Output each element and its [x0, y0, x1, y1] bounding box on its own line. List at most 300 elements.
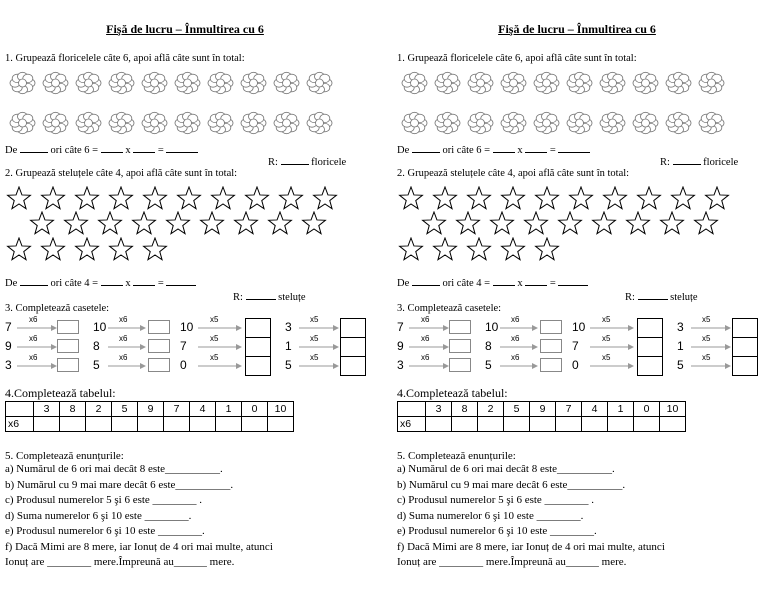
flower-icon	[40, 110, 71, 136]
flower-icon	[238, 70, 269, 96]
answer-blank[interactable]	[166, 143, 198, 153]
star-icon	[141, 237, 169, 261]
answer-blank[interactable]	[412, 276, 440, 286]
answer-box[interactable]	[449, 320, 471, 334]
table-answer-cell[interactable]	[660, 417, 686, 432]
answer-box[interactable]	[57, 320, 79, 334]
ex2-equation	[397, 276, 588, 290]
answer-blank[interactable]	[673, 155, 701, 165]
answer-unit: floricele	[703, 157, 739, 168]
flower-icon	[696, 110, 727, 136]
flower-icon	[399, 70, 430, 96]
arrow-right-icon	[691, 342, 731, 352]
star-icon	[311, 186, 339, 210]
star-icon	[164, 211, 192, 235]
flower-icon	[663, 110, 694, 136]
star-icon	[431, 186, 459, 210]
table-answer-row	[6, 417, 294, 432]
table-header-cell: 4	[582, 402, 608, 417]
op-start-number: 3	[285, 320, 292, 334]
star-icon	[28, 211, 56, 235]
arrow-right-icon	[198, 323, 242, 333]
flower-icon	[498, 70, 529, 96]
arrow-right-icon	[198, 342, 242, 352]
op-start-number: 1	[677, 339, 684, 353]
star-icon	[5, 237, 33, 261]
table-answer-cell[interactable]	[190, 417, 216, 432]
flower-icon	[564, 110, 595, 136]
arrow-right-icon	[108, 342, 146, 352]
ex1-equation	[397, 143, 590, 157]
op-start-number: 7	[572, 339, 579, 353]
op-label: x6	[29, 315, 38, 324]
answer-box[interactable]	[245, 337, 271, 357]
op-label: x6	[119, 334, 128, 343]
op-label: x6	[119, 315, 128, 324]
ex2-instruction: 2. Grupează steluțele câte 4, apoi află câte sunt în total:	[397, 168, 630, 179]
answer-box[interactable]	[340, 337, 366, 357]
arrow-right-icon	[590, 323, 634, 333]
op-label: x5	[310, 315, 319, 324]
op-label: x6	[421, 353, 430, 362]
answer-box[interactable]	[148, 358, 170, 372]
answer-box[interactable]	[449, 339, 471, 353]
table-answer-cell[interactable]	[60, 417, 86, 432]
star-icon	[556, 211, 584, 235]
answer-blank[interactable]	[101, 143, 123, 153]
table-answer-row	[398, 417, 686, 432]
op-row	[397, 334, 768, 355]
table-header-cell: 0	[242, 402, 268, 417]
table-header-cell: 9	[138, 402, 164, 417]
answer-box[interactable]	[540, 320, 562, 334]
ex4-instruction: 4.Completează tabelul:	[397, 386, 508, 400]
arrow-right-icon	[409, 323, 449, 333]
eq-x-text: x	[517, 278, 523, 289]
answer-box[interactable]	[340, 318, 366, 338]
op-start-number: 3	[397, 358, 404, 372]
star-row-3	[5, 237, 175, 261]
op-label: x6	[511, 334, 520, 343]
table-header-cell: 5	[504, 402, 530, 417]
table-header-cell: 7	[556, 402, 582, 417]
answer-blank[interactable]	[20, 143, 48, 153]
table-answer-cell[interactable]	[556, 417, 582, 432]
arrow-right-icon	[198, 361, 242, 371]
eq-de-text: De	[397, 278, 410, 289]
flower-icon	[399, 110, 430, 136]
flower-icon	[172, 110, 203, 136]
flower-icon	[271, 110, 302, 136]
star-icon	[107, 237, 135, 261]
answer-blank[interactable]	[493, 143, 515, 153]
eq-equals-text: =	[157, 278, 164, 289]
table-header-cell: 5	[112, 402, 138, 417]
answer-label: R:	[660, 157, 670, 168]
star-icon	[635, 186, 663, 210]
table-answer-cell[interactable]	[582, 417, 608, 432]
statement-line: e) Produsul numerelor 6 şi 10 este ________.	[397, 525, 597, 537]
answer-label: R:	[268, 157, 278, 168]
answer-box[interactable]	[732, 318, 758, 338]
star-icon	[669, 186, 697, 210]
answer-label: R:	[233, 292, 243, 303]
op-label: x6	[29, 334, 38, 343]
statement-line: c) Produsul numerelor 5 şi 6 este ________ .	[5, 494, 203, 506]
statement-line: c) Produsul numerelor 5 şi 6 este ________ .	[397, 494, 595, 506]
star-icon	[703, 186, 731, 210]
answer-blank[interactable]	[558, 276, 588, 286]
answer-blank[interactable]	[133, 143, 155, 153]
table-answer-cell[interactable]	[268, 417, 294, 432]
eq-equals-text: =	[549, 278, 556, 289]
star-row-2	[28, 211, 334, 235]
table-header-cell: 3	[34, 402, 60, 417]
eq-equals-text: =	[549, 145, 556, 156]
arrow-right-icon	[500, 323, 538, 333]
statement-line: Ionuț are ________ mere.Împreună au______ mere.	[397, 556, 627, 568]
answer-unit: steluțe	[278, 292, 306, 303]
star-icon	[692, 211, 720, 235]
table-header-cell: 3	[426, 402, 452, 417]
worksheet-title: Fişă de lucru – Înmultirea cu 6	[106, 22, 264, 36]
arrow-right-icon	[17, 323, 57, 333]
eq-de-text: De	[5, 145, 18, 156]
op-start-number: 7	[5, 320, 12, 334]
star-icon	[567, 186, 595, 210]
op-start-number: 3	[5, 358, 12, 372]
answer-blank[interactable]	[281, 155, 309, 165]
star-row-3	[397, 237, 567, 261]
table-row-label: x6	[398, 417, 426, 432]
table-header-cell: 7	[164, 402, 190, 417]
op-row	[5, 334, 380, 355]
ex5-instruction: 5. Completează enunțurile:	[397, 450, 516, 462]
table-answer-cell[interactable]	[112, 417, 138, 432]
table-header-cell: 8	[60, 402, 86, 417]
table-header-cell: 1	[216, 402, 242, 417]
answer-box[interactable]	[148, 320, 170, 334]
flower-icon	[40, 70, 71, 96]
table-answer-cell[interactable]	[478, 417, 504, 432]
flower-icon	[432, 110, 463, 136]
statement-line: d) Suma numerelor 6 şi 10 este ________.	[397, 509, 584, 522]
op-label: x5	[602, 315, 611, 324]
op-start-number: 10	[93, 320, 107, 334]
table-answer-cell[interactable]	[452, 417, 478, 432]
answer-box[interactable]	[540, 339, 562, 353]
op-label: x6	[119, 353, 128, 362]
answer-box[interactable]	[148, 339, 170, 353]
flower-icon	[139, 110, 170, 136]
star-icon	[300, 211, 328, 235]
table-answer-cell[interactable]	[138, 417, 164, 432]
table-answer-cell[interactable]	[86, 417, 112, 432]
flower-icon	[696, 70, 727, 96]
eq-ori-text: ori câte 6 =	[50, 145, 99, 156]
statement-line: f) Dacă Mimi are 8 mere, iar Ionuț de 4 ori mai multe, atunci	[5, 540, 273, 553]
flower-icon	[432, 70, 463, 96]
statement-line: b) Numărul cu 9 mai mare decât 6 este__________.	[5, 478, 234, 491]
op-label: x6	[511, 315, 520, 324]
star-icon	[243, 186, 271, 210]
op-start-number: 0	[572, 358, 579, 372]
answer-blank[interactable]	[638, 290, 668, 300]
op-start-number: 8	[93, 339, 100, 353]
op-start-number: 1	[285, 339, 292, 353]
answer-blank[interactable]	[166, 276, 196, 286]
table-answer-cell[interactable]	[634, 417, 660, 432]
arrow-right-icon	[299, 342, 339, 352]
ex1-equation	[5, 143, 198, 157]
op-row	[397, 353, 768, 374]
table-header-cell: 1	[608, 402, 634, 417]
op-label: x5	[210, 334, 219, 343]
flower-icon	[304, 110, 335, 136]
answer-blank[interactable]	[525, 143, 547, 153]
arrow-right-icon	[500, 342, 538, 352]
table-header-cell: 10	[660, 402, 686, 417]
answer-blank[interactable]	[525, 276, 547, 286]
op-row	[397, 315, 768, 336]
answer-blank[interactable]	[493, 276, 515, 286]
flower-row-1	[7, 70, 337, 96]
ex2-answer	[625, 290, 698, 304]
flower-icon	[630, 70, 661, 96]
flower-icon	[238, 110, 269, 136]
table-answer-cell[interactable]	[608, 417, 634, 432]
star-icon	[73, 237, 101, 261]
flower-icon	[498, 110, 529, 136]
op-label: x6	[421, 334, 430, 343]
answer-blank[interactable]	[246, 290, 276, 300]
flower-icon	[106, 70, 137, 96]
multiplication-table	[5, 401, 294, 432]
table-corner-cell	[398, 402, 426, 417]
arrow-right-icon	[108, 361, 146, 371]
star-icon	[397, 186, 425, 210]
star-icon	[175, 186, 203, 210]
star-icon	[39, 237, 67, 261]
star-icon	[488, 211, 516, 235]
star-icon	[397, 237, 425, 261]
star-icon	[96, 211, 124, 235]
ex1-answer	[268, 155, 346, 169]
op-label: x6	[29, 353, 38, 362]
answer-unit: floricele	[311, 157, 347, 168]
flower-icon	[205, 110, 236, 136]
op-start-number: 10	[485, 320, 499, 334]
answer-box[interactable]	[449, 358, 471, 372]
arrow-right-icon	[590, 342, 634, 352]
star-icon	[232, 211, 260, 235]
ex3-instruction: 3. Completează casetele:	[5, 303, 110, 314]
ex2-equation	[5, 276, 196, 290]
statement-line: b) Numărul cu 9 mai mare decât 6 este__________.	[397, 478, 626, 491]
arrow-right-icon	[691, 361, 731, 371]
answer-box[interactable]	[540, 358, 562, 372]
star-icon	[601, 186, 629, 210]
star-icon	[465, 237, 493, 261]
star-icon	[624, 211, 652, 235]
op-label: x5	[602, 334, 611, 343]
table-corner-cell	[6, 402, 34, 417]
table-header-cell: 8	[452, 402, 478, 417]
table-answer-cell[interactable]	[530, 417, 556, 432]
op-start-number: 10	[572, 320, 586, 334]
arrow-right-icon	[691, 323, 731, 333]
statement-line: e) Produsul numerelor 6 şi 10 este ________.	[5, 525, 205, 537]
star-icon	[420, 211, 448, 235]
answer-box[interactable]	[637, 318, 663, 338]
flower-icon	[663, 70, 694, 96]
op-label: x5	[702, 334, 711, 343]
op-start-number: 5	[677, 358, 684, 372]
answer-label: R:	[625, 292, 635, 303]
op-label: x6	[421, 315, 430, 324]
star-icon	[499, 237, 527, 261]
answer-box[interactable]	[245, 318, 271, 338]
op-label: x5	[702, 315, 711, 324]
ex1-instruction: 1. Grupează floricelele câte 6, apoi află câte sunt în total:	[5, 53, 245, 64]
op-row	[5, 315, 380, 336]
flower-icon	[73, 70, 104, 96]
flower-icon	[597, 110, 628, 136]
table-header-row	[398, 402, 686, 417]
op-label: x6	[511, 353, 520, 362]
star-row-1	[5, 186, 345, 210]
flower-icon	[531, 70, 562, 96]
statement-line: a) Numărul de 6 ori mai decât 8 este__________.	[397, 463, 615, 475]
answer-blank[interactable]	[558, 143, 590, 153]
statement-line: Ionuț are ________ mere.Împreună au______ mere.	[5, 556, 235, 568]
flower-icon	[630, 110, 661, 136]
ex1-answer	[660, 155, 738, 169]
ex1-instruction: 1. Grupează floricelele câte 6, apoi află câte sunt în total:	[397, 53, 637, 64]
answer-box[interactable]	[340, 356, 366, 376]
statement-line: a) Numărul de 6 ori mai decât 8 este__________.	[5, 463, 223, 475]
op-start-number: 7	[180, 339, 187, 353]
flower-icon	[172, 70, 203, 96]
multiplication-table	[397, 401, 686, 432]
arrow-right-icon	[409, 361, 449, 371]
star-icon	[130, 211, 158, 235]
flower-icon	[597, 70, 628, 96]
table-answer-cell[interactable]	[426, 417, 452, 432]
worksheet-copy-right	[392, 0, 768, 594]
arrow-right-icon	[108, 323, 146, 333]
op-start-number: 10	[180, 320, 194, 334]
eq-x-text: x	[125, 145, 131, 156]
answer-box[interactable]	[637, 356, 663, 376]
answer-box[interactable]	[732, 337, 758, 357]
op-label: x5	[210, 315, 219, 324]
answer-box[interactable]	[245, 356, 271, 376]
op-label: x5	[602, 353, 611, 362]
op-start-number: 9	[5, 339, 12, 353]
ex5-instruction: 5. Completează enunțurile:	[5, 450, 124, 462]
table-header-cell: 4	[190, 402, 216, 417]
answer-blank[interactable]	[412, 143, 440, 153]
op-label: x5	[210, 353, 219, 362]
eq-equals-text: =	[157, 145, 164, 156]
flower-icon	[7, 110, 38, 136]
worksheet-title: Fişă de lucru – Înmultirea cu 6	[498, 22, 656, 36]
star-icon	[465, 186, 493, 210]
answer-blank[interactable]	[20, 276, 48, 286]
table-header-cell: 10	[268, 402, 294, 417]
star-icon	[658, 211, 686, 235]
table-answer-cell[interactable]	[34, 417, 60, 432]
op-label: x5	[702, 353, 711, 362]
ex4-instruction: 4.Completează tabelul:	[5, 386, 116, 400]
op-start-number: 5	[285, 358, 292, 372]
star-row-1	[397, 186, 737, 210]
star-icon	[454, 211, 482, 235]
op-row	[5, 353, 380, 374]
flower-icon	[304, 70, 335, 96]
star-icon	[198, 211, 226, 235]
flower-icon	[205, 70, 236, 96]
ex3-operations	[5, 315, 380, 378]
op-start-number: 0	[180, 358, 187, 372]
table-answer-cell[interactable]	[242, 417, 268, 432]
star-icon	[73, 186, 101, 210]
arrow-right-icon	[590, 361, 634, 371]
star-icon	[107, 186, 135, 210]
answer-box[interactable]	[57, 339, 79, 353]
star-icon	[431, 237, 459, 261]
answer-box[interactable]	[637, 337, 663, 357]
answer-box[interactable]	[57, 358, 79, 372]
op-start-number: 8	[485, 339, 492, 353]
eq-de-text: De	[5, 278, 18, 289]
table-answer-cell[interactable]	[504, 417, 530, 432]
table-answer-cell[interactable]	[164, 417, 190, 432]
ex2-answer	[233, 290, 306, 304]
star-icon	[209, 186, 237, 210]
eq-de-text: De	[397, 145, 410, 156]
answer-blank[interactable]	[101, 276, 123, 286]
table-header-cell: 2	[86, 402, 112, 417]
ex2-instruction: 2. Grupează steluțele câte 4, apoi află câte sunt în total:	[5, 168, 238, 179]
star-icon	[499, 186, 527, 210]
arrow-right-icon	[17, 342, 57, 352]
star-icon	[277, 186, 305, 210]
answer-blank[interactable]	[133, 276, 155, 286]
arrow-right-icon	[299, 361, 339, 371]
star-icon	[5, 186, 33, 210]
star-icon	[533, 186, 561, 210]
arrow-right-icon	[500, 361, 538, 371]
op-start-number: 5	[93, 358, 100, 372]
eq-ori-text: ori câte 4 =	[442, 278, 491, 289]
star-icon	[141, 186, 169, 210]
answer-box[interactable]	[732, 356, 758, 376]
flower-icon	[106, 110, 137, 136]
flower-icon	[7, 70, 38, 96]
arrow-right-icon	[409, 342, 449, 352]
flower-row-1	[399, 70, 729, 96]
table-header-cell: 9	[530, 402, 556, 417]
op-start-number: 5	[485, 358, 492, 372]
star-icon	[533, 237, 561, 261]
table-header-row	[6, 402, 294, 417]
eq-ori-text: ori câte 4 =	[50, 278, 99, 289]
flower-icon	[139, 70, 170, 96]
eq-ori-text: ori câte 6 =	[442, 145, 491, 156]
table-answer-cell[interactable]	[216, 417, 242, 432]
